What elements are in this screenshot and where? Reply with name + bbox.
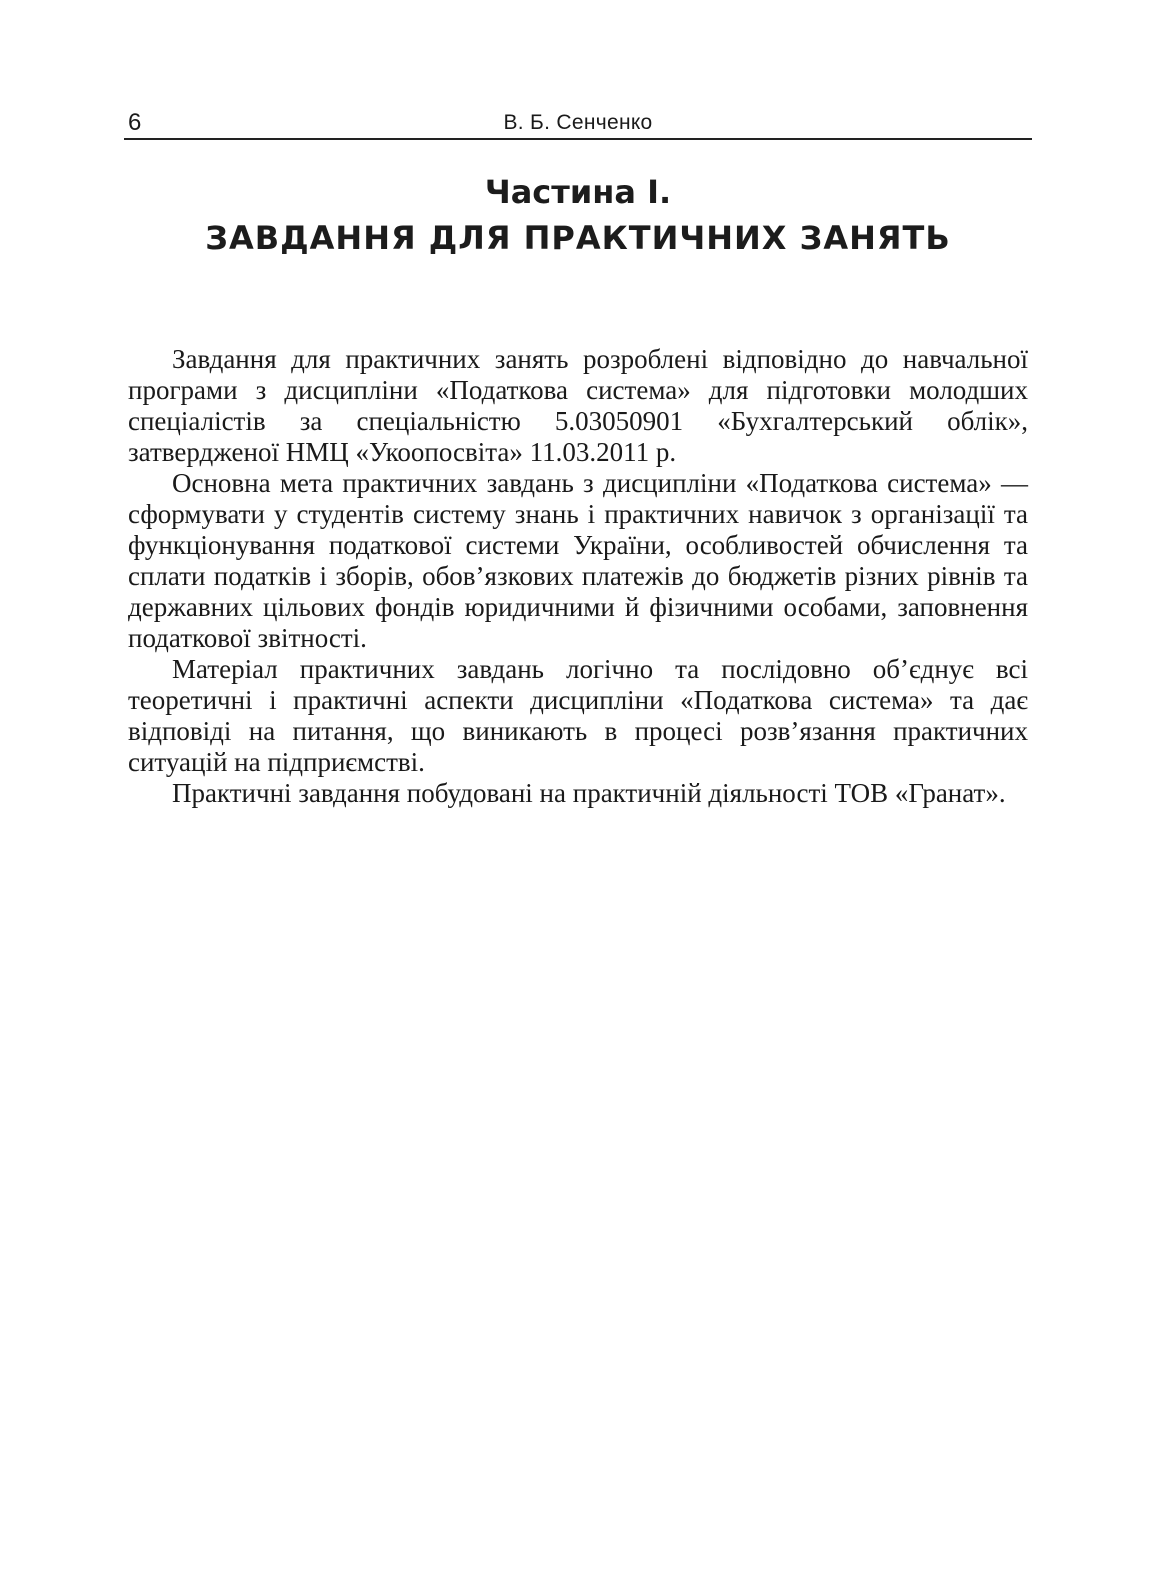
paragraph-4: Практичні завдання побудовані на практичній діяльності ТОВ «Гранат». (172, 778, 1006, 808)
page-header (124, 108, 1032, 140)
part-title: Частина І. (484, 173, 672, 211)
paragraph-3: Матеріал практичних завдань логічно та послідовно об’єднує всі теоретичні і практичні аспекти дисципліни «Податкова система» та дає відповіді на питання, що виникають в процесі розв’язання практичних ситуацій на підприємстві. (128, 654, 1028, 777)
running-head-author: В. Б. Сенченко (503, 111, 653, 134)
part-subtitle: ЗАВДАННЯ ДЛЯ ПРАКТИЧНИХ ЗАНЯТЬ (205, 219, 951, 257)
page-number: 6 (128, 109, 142, 136)
paragraph-1: Завдання для практичних занять розроблені відповідно до навчальної програми з дисципліни «Податкова система» для підготовки молодших спеціалістів за спеціальністю 5.03050901 «Бухгалтерський облік», затвердженої НМЦ «Укоопосвіта» 11.03.2011 р. (128, 344, 1028, 467)
body-text (128, 344, 1028, 809)
paragraph-2: Основна мета практичних завдань з дисципліни «Податкова система» — сформувати у студентів систему знань і практичних навичок з організації та функціонування податкової системи України, особливостей обчислення та сплати податків і зборів, обов’язкових платежів до бюджетів різних рівнів та державних цільових фондів юридичними й фізичними особами, заповнення податкової звітності. (128, 468, 1028, 653)
part-heading (124, 172, 1032, 258)
